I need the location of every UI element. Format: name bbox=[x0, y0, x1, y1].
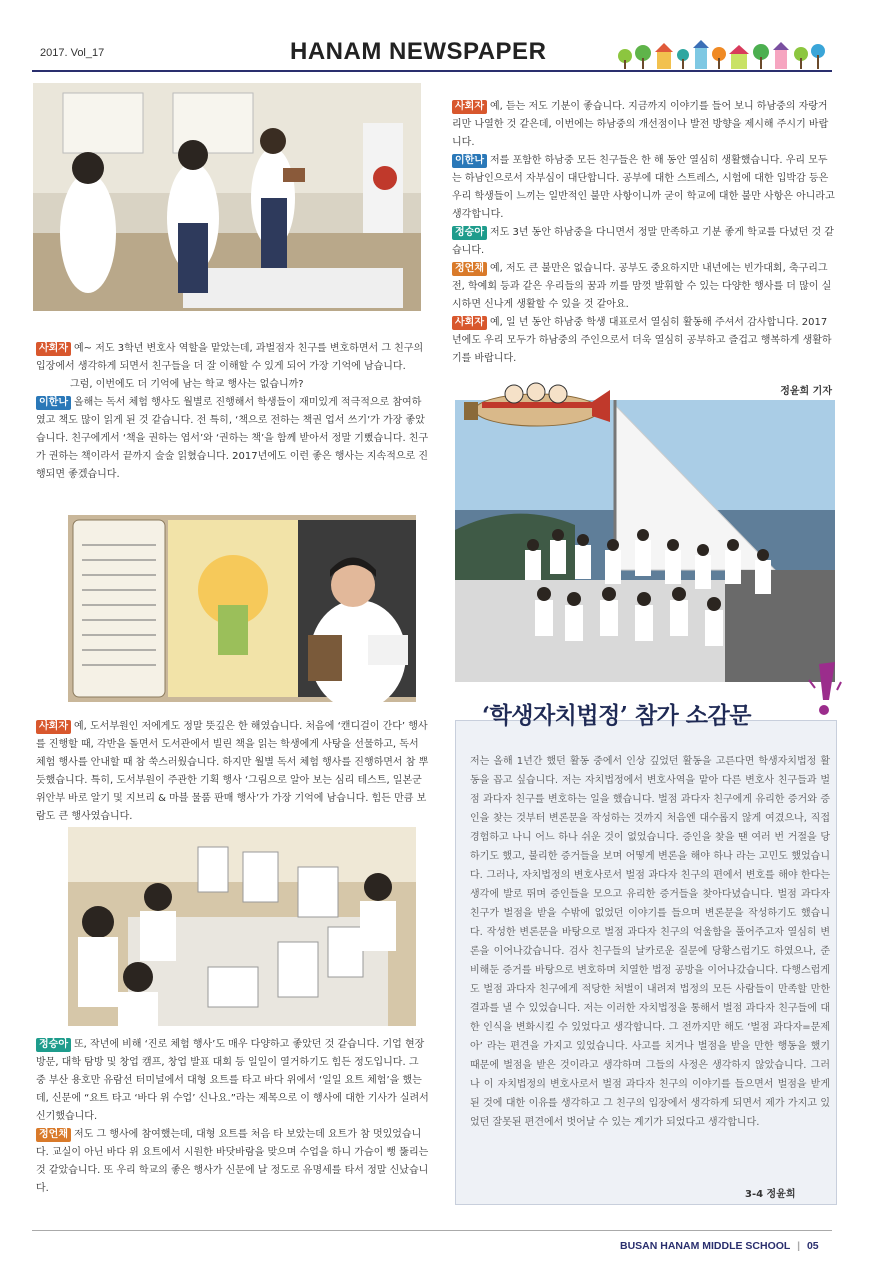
host-question: 그럼, 이번에도 더 기억에 남는 학교 행사는 없습니까? bbox=[70, 379, 304, 390]
speaker-tag-jeong2: 정언채 bbox=[452, 262, 487, 276]
speaker-tag-lee: 이한나 bbox=[452, 154, 487, 168]
footer-label bbox=[620, 1240, 819, 1252]
volume-label: 2017. Vol_17 bbox=[40, 47, 105, 59]
right-paragraph-4: 예, 저도 큰 불만은 없습니다. 공부도 중요하지만 내년에는 빈가대회, 축구리그전, 학예회 등과 같은 우리들의 꿈과 끼를 맘껏 발휘할 수 있는 다양한 행사를 더 많이 실시하면 신나게 생활할 수 있을 것 같아요. bbox=[452, 263, 832, 310]
speaker-tag-jung: 정승아 bbox=[36, 1038, 71, 1052]
right-paragraph-5: 예, 일 년 동안 하남중 학생 대표로서 열심히 활동해 주셔서 감사합니다. 2017년에도 우리 모두가 하남중의 주인으로서 더욱 열심히 공부하고 즐겁고 행복하게 생활하기를 바랍니다. bbox=[452, 317, 832, 364]
essay-signature: 3-4 정윤희 bbox=[745, 1189, 796, 1200]
right-paragraph-3: 저도 3년 동안 하남중을 다니면서 정말 만족하고 기분 좋게 학교를 다녔던 것 같습니다. bbox=[452, 227, 834, 256]
speaker-tag-host: 사회자 bbox=[36, 342, 71, 356]
reporter-byline: 정윤희 기자 bbox=[780, 386, 832, 397]
footer-rule bbox=[32, 1230, 832, 1231]
airplane-characters-icon bbox=[462, 372, 612, 440]
town-decoration-icon bbox=[615, 38, 830, 70]
left-paragraph-1: 예~ 저도 3학년 변호사 역할을 맡았는데, 과벌점자 친구를 변호하면서 그 친구의 입장에서 생각하게 되면서 친구들을 더 잘 이해할 수 있게 되어 가장 기억에 남습니다. bbox=[36, 343, 424, 372]
school-name: BUSAN HANAM MIDDLE SCHOOL bbox=[620, 1240, 791, 1252]
page-number: 05 bbox=[806, 1240, 819, 1252]
footer-divider: | bbox=[797, 1240, 801, 1252]
speaker-tag-jeong2: 정언채 bbox=[36, 1128, 71, 1142]
right-paragraph-1: 예, 듣는 저도 기분이 좋습니다. 지금까지 이야기를 들어 보니 하남중의 자랑거리만 나열한 것 같은데, 이번에는 하남중의 개선점이나 발전 방향을 제시해 주시기 바랍니다. bbox=[452, 101, 829, 148]
speaker-tag-host: 사회자 bbox=[452, 100, 487, 114]
right-paragraph-2: 저를 포함한 하남중 모든 친구들은 한 해 동안 열심히 생활했습니다. 우리 모두는 하남인으로서 자부심이 대단합니다. 공부에 대한 스트레스, 시험에 대한 입박감 등은 우리 학생들이 느끼는 일반적인 불만 사항이니까 굳이 학교에 대한 불만 사항은 아니라고 생각합니다. bbox=[452, 155, 835, 220]
speaker-tag-host: 사회자 bbox=[452, 316, 487, 330]
speaker-tag-lee: 이한나 bbox=[36, 396, 71, 410]
left-paragraph-3: 예, 도서부원인 저에게도 정말 뜻깊은 한 해였습니다. 처음에 ‘캔디걸이 간다’ 행사를 진행할 때, 각반을 돌면서 도서관에서 빌린 책을 읽는 학생에게 사탕을 선물하고, 독서 체험 행사를 안내할 때 참 쑥스러웠습니다. 하지만 월별 독서 체험 행사를 진행하면서 참 뿌듯했습니다. 특히, 도서부원이 주관한 기획 행사 ‘그림으로 알아 보는 심리 테스트, 일본군 위안부 바로 알기 및 지브리 & 마블 물품 판매 행사’가 가장 기억에 남습니다. 힘든 만큼 보람도 큰 행사였습니다. bbox=[36, 721, 429, 822]
yacht-trip-photo bbox=[455, 400, 835, 682]
library-event-photo bbox=[68, 827, 416, 1026]
essay-body: 저는 올해 1년간 했던 활동 중에서 인상 깊었던 활동을 고른다면 학생자치법정 활동을 꼽고 싶습니다. 저는 자치법정에서 변호사역을 맡아 다른 변호사 친구들과 벌점 과다자 친구를 변호하는 일을 했습니다. 벌점 과다자 친구에게 유리한 증거와 증인을 찾는 것부터 변론문을 작성하는 것까지 처음엔 대수롭지 않게 여겼으나, 직접 경험하고 나니 어느 하나 쉬운 것이 없었습니다. 증인을 찾을 땐 여러 번 거절을 당하기도 했고, 불리한 증거들을 보며 어떻게 변론을 해야 하나 라는 고민도 했었습니다. 그러나, 자치법정의 변호사로서 벌점 과다자 친구의 편에서 변호를 해야 한다는 생각에 발로 뛰며 증인들을 모으고 유리한 증거들을 찾아다녔습니다. 벌점 과다자 친구가 벌점을 받을 수밖에 없었던 이야기를 들으며 변론문을 작성하기도 했습니다. 작성한 변론문을 바탕으로 벌점 과다자 친구의 억울함을 풀어주고자 열심히 변론을 이어나갔습니다. 검사 친구들의 날카로운 질문에 당황스럽기도 하였으나, 준비해둔 증거를 바탕으로 변호하며 치열한 법정 공방을 이어나갔습니다. 다행스럽게도 벌점 과다자 친구에게 적당한 처벌이 내려져 법정의 모든 사람들이 만족할 만한 결과를 낼 수 있었습니다. 저는 이러한 자치법정을 통해서 벌점 과다자 친구들에 대한 인식을 변화시킬 수 있었다고 생각합니다. 그 전까지만 해도 ‘벌점 과다자=문제아’ 라는 편견을 가지고 있었습니다. 사고를 치거나 벌점을 받을 만한 행동을 했기 때문에 벌점을 받은 것이라고 생각하며 그들의 사정은 생각하지 않았습니다. 그러나 이 자치법정의 변호사로서 벌점 과다자 친구의 이야기를 들으면서 벌점을 받게 된 것에 대한 이유를 생각하고 그 친구의 입장에서 생각하게 되면서 제가 가지고 있었던 잘못된 편견에서 벗어날 수 있는 계기가 되었다고 생각합니다. bbox=[470, 756, 830, 1128]
speaker-tag-jung: 정승아 bbox=[452, 226, 487, 240]
speaker-tag-host: 사회자 bbox=[36, 720, 71, 734]
newspaper-title: HANAM NEWSPAPER bbox=[290, 38, 547, 65]
exclamation-icon bbox=[805, 660, 845, 720]
reading-event-photo bbox=[68, 515, 416, 702]
left-paragraph-4: 또, 작년에 비해 ‘진로 체험 행사’도 매우 다양하고 좋았던 것 같습니다. 기업 현장 방문, 대학 탐방 및 창업 캠프, 창업 발표 대회 등 일일이 열거하기도 힘든 정도입니다. 그 중 부산 용호만 유람선 터미널에서 대형 요트를 타고 바다 위에서 ‘일일 요트 체험’을 했는데, 신문에 “요트 타고 ‘바다 위 수업’ 신나요.”라는 제목으로 이 행사에 대한 기사가 실려서 신기했습니다. bbox=[36, 1039, 429, 1122]
left-paragraph-5: 저도 그 행사에 참여했는데, 대형 요트를 처음 타 보았는데 요트가 참 멋있었습니다. 교실이 아닌 바다 위 요트에서 시원한 바닷바람을 맞으며 수업을 하니 가슴이 뻥 뚫리는 것 같았습니다. 또 우리 학교의 좋은 행사가 신문에 날 정도로 유명세를 타서 정말 신났습니다. bbox=[36, 1129, 429, 1194]
header-rule bbox=[32, 70, 832, 72]
left-paragraph-2: 올해는 독서 체험 행사도 월별로 진행해서 학생들이 재미있게 적극적으로 참여하였고 책도 많이 읽게 된 것 같습니다. 전 특히, ‘책으로 전하는 책권 업서 쓰기’가 가장 좋았습니다. 친구에게서 ‘책을 권하는 엽서’와 ‘권하는 책’을 함께 받아서 정말 기뻤습니다. 친구가 권하는 책이라서 끝까지 술술 읽혔습니다. 2017년에도 이런 좋은 행사는 지속적으로 진행되면 좋겠습니다. bbox=[36, 397, 429, 480]
essay-title: ‘학생자치법정’ 참가 소감문 bbox=[482, 702, 751, 729]
mock-trial-photo bbox=[33, 83, 421, 311]
